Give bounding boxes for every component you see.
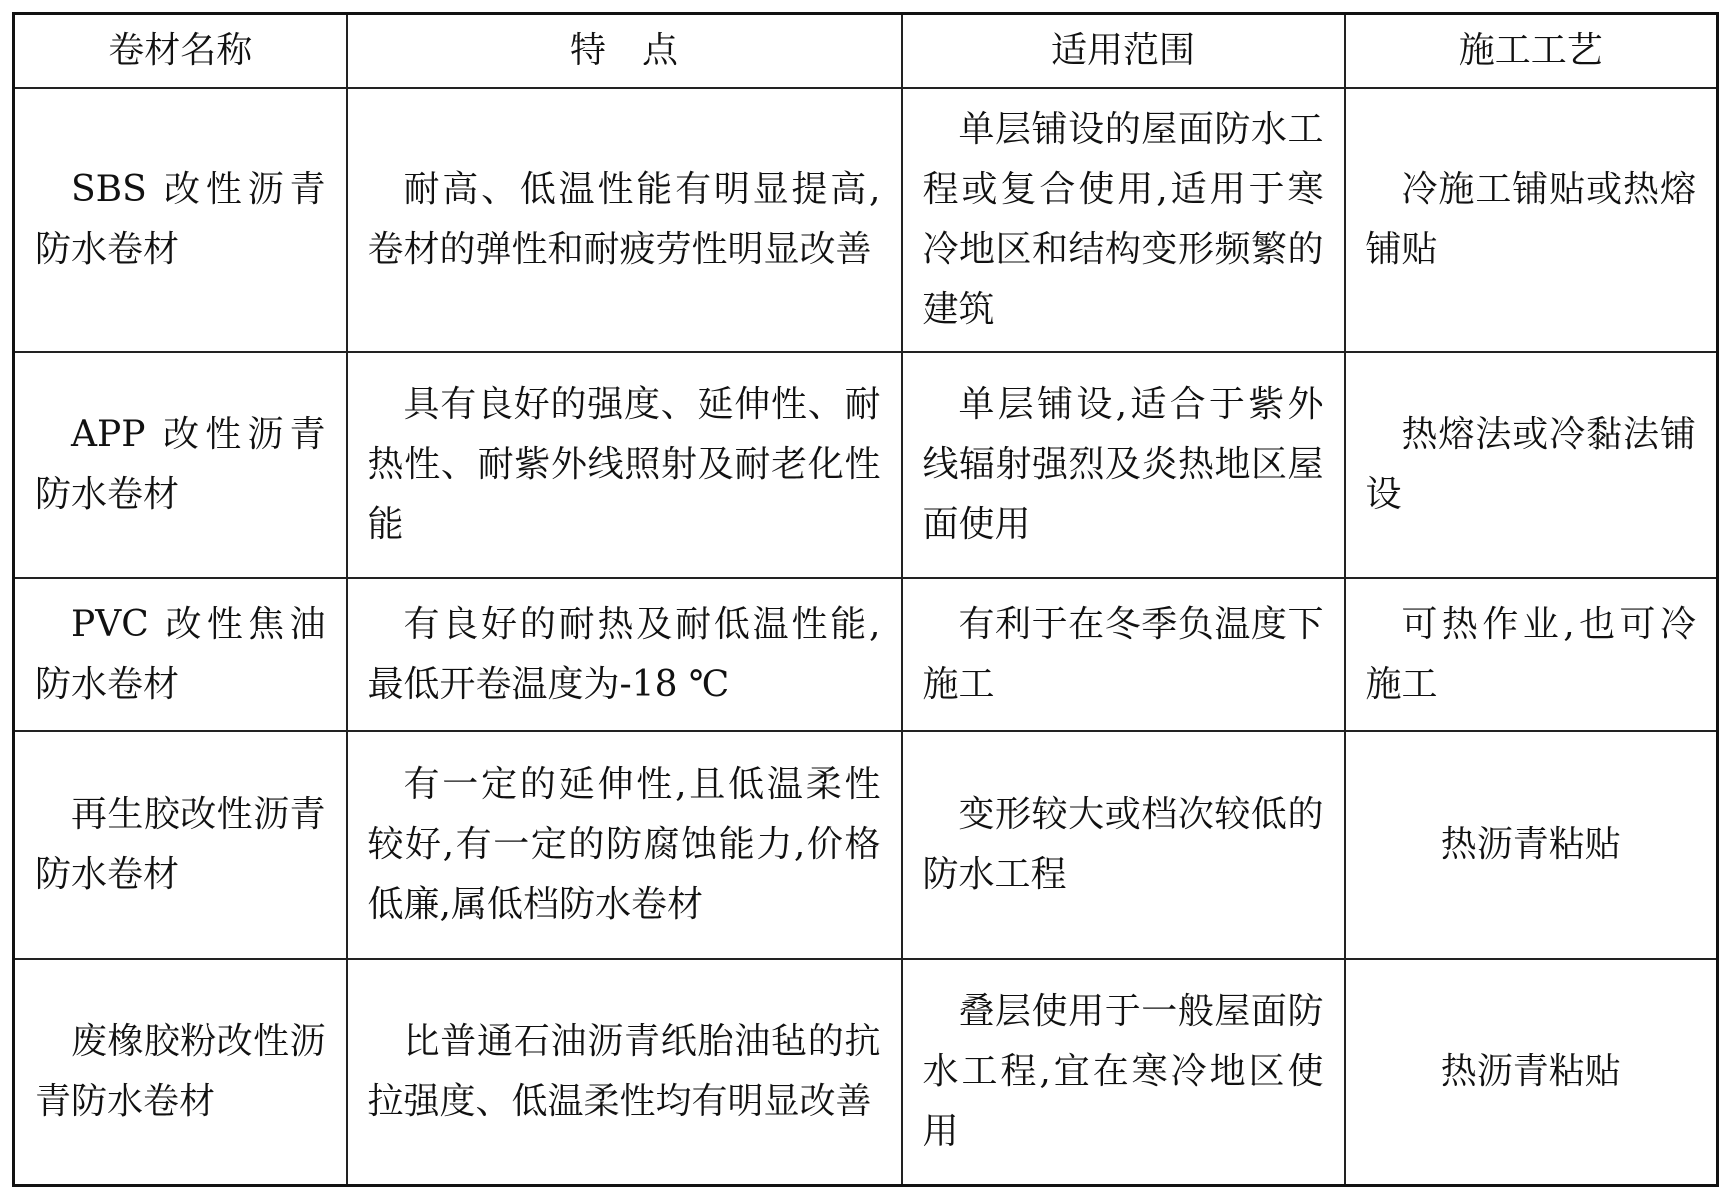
cell-scope: 单层铺设的屋面防水工程或复合使用,适用于寒冷地区和结构变形频繁的建筑 [902, 88, 1345, 352]
cell-name: PVC 改性焦油防水卷材 [14, 578, 347, 731]
table-row [14, 959, 1718, 1186]
waterproof-membrane-table [12, 12, 1719, 1187]
table-container [12, 12, 1719, 1187]
cell-features: 有良好的耐热及耐低温性能,最低开卷温度为-18 ℃ [347, 578, 902, 731]
cell-name: 废橡胶粉改性沥青防水卷材 [14, 959, 347, 1186]
header-features: 特 点 [347, 14, 902, 89]
cell-scope: 单层铺设,适合于紫外线辐射强烈及炎热地区屋面使用 [902, 352, 1345, 578]
cell-process: 可热作业,也可冷施工 [1345, 578, 1718, 731]
header-process: 施工工艺 [1345, 14, 1718, 89]
table-row [14, 88, 1718, 352]
cell-name: 再生胶改性沥青防水卷材 [14, 731, 347, 959]
cell-scope: 叠层使用于一般屋面防水工程,宜在寒冷地区使用 [902, 959, 1345, 1186]
table-row [14, 352, 1718, 578]
cell-name: APP 改性沥青防水卷材 [14, 352, 347, 578]
cell-process: 热熔法或冷黏法铺设 [1345, 352, 1718, 578]
cell-process: 冷施工铺贴或热熔铺贴 [1345, 88, 1718, 352]
header-scope: 适用范围 [902, 14, 1345, 89]
cell-name: SBS 改性沥青防水卷材 [14, 88, 347, 352]
header-name: 卷材名称 [14, 14, 347, 89]
cell-scope: 变形较大或档次较低的防水工程 [902, 731, 1345, 959]
table-row [14, 578, 1718, 731]
cell-features: 耐高、低温性能有明显提高,卷材的弹性和耐疲劳性明显改善 [347, 88, 902, 352]
cell-features: 具有良好的强度、延伸性、耐热性、耐紫外线照射及耐老化性能 [347, 352, 902, 578]
cell-process: 热沥青粘贴 [1345, 959, 1718, 1186]
table-row [14, 731, 1718, 959]
cell-features: 比普通石油沥青纸胎油毡的抗拉强度、低温柔性均有明显改善 [347, 959, 902, 1186]
table-header-row [14, 14, 1718, 89]
cell-scope: 有利于在冬季负温度下施工 [902, 578, 1345, 731]
cell-features: 有一定的延伸性,且低温柔性较好,有一定的防腐蚀能力,价格低廉,属低档防水卷材 [347, 731, 902, 959]
cell-process: 热沥青粘贴 [1345, 731, 1718, 959]
